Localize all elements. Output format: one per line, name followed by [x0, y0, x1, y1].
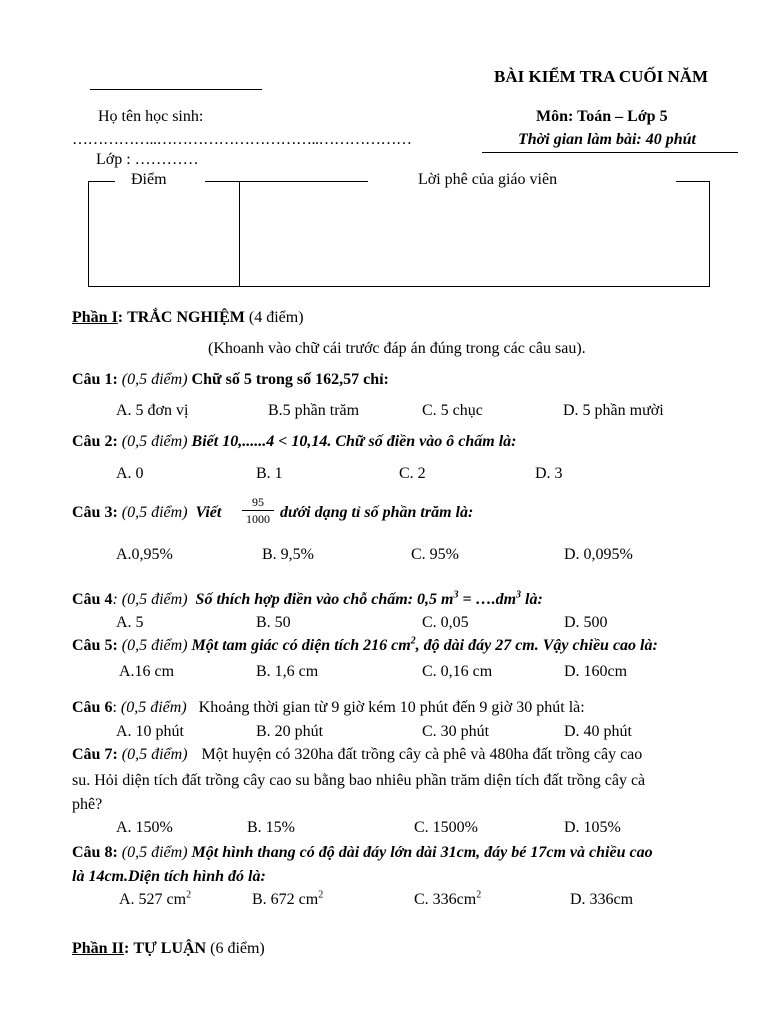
question-colon: : [112, 699, 117, 716]
duration-label: Thời gian làm bài: 40 phút [518, 131, 696, 148]
class-label: Lớp : ………… [96, 151, 199, 168]
score-box-top-right [676, 181, 710, 182]
question-text: Khoảng thời gian từ 9 giờ kém 10 phút đến 9 giờ 30 phút là: [198, 699, 585, 716]
part1-label: Phần I [72, 309, 118, 326]
question-8-line2: là 14cm.Diện tích hình đó là: [72, 868, 266, 885]
question-7-line2: su. Hỏi diện tích đất trồng cây cao su bằng bao nhiêu phần trăm diện tích đất trồng cây cà [72, 772, 646, 789]
q1-option-c[interactable]: C. 5 chục [422, 402, 483, 419]
question-number: Câu 1: [72, 371, 118, 388]
q6-option-c[interactable]: C. 30 phút [422, 723, 490, 740]
score-box-left [88, 181, 89, 287]
question-text-after: dưới dạng tỉ số phần trăm là: [280, 504, 474, 521]
q8-option-b[interactable]: B. 672 $cm^2$ [252, 889, 324, 908]
q5-option-d[interactable]: D. 160cm [564, 663, 628, 680]
q8-option-a[interactable]: A. 527 $cm^2$ [119, 889, 192, 908]
duration-underline [482, 152, 738, 153]
question-points: (0,5 điểm) [120, 699, 187, 716]
question-8 [72, 844, 653, 862]
question-6 [72, 699, 585, 717]
q8-option-d[interactable]: D. 336cm [570, 891, 634, 908]
fraction-95-1000 [242, 495, 274, 526]
question-5 [72, 637, 658, 655]
q8-option-c[interactable]: C. $336cm^2$ [414, 889, 482, 908]
question-points: (0,5 điểm) [121, 504, 188, 521]
score-box-top-mid [205, 181, 368, 182]
part1-instruction: (Khoanh vào chữ cái trước đáp án đúng trong các câu sau). [208, 340, 586, 357]
subject-label: Môn: Toán – Lớp 5 [536, 108, 668, 125]
q1-option-b[interactable]: B.5 phần trăm [268, 402, 360, 419]
q7-option-c[interactable]: C. 1500% [414, 819, 478, 836]
q6-option-a[interactable]: A. 10 phút [116, 723, 184, 740]
score-box-divider [239, 181, 240, 287]
question-number: Câu 6 [72, 699, 113, 716]
fraction-numerator: 95 [252, 495, 264, 509]
q1-option-a[interactable]: A. 5 đơn vị [116, 402, 189, 419]
part2-label: Phần II [72, 940, 125, 957]
q6-option-b[interactable]: B. 20 phút [256, 723, 324, 740]
part2-colon: : [124, 940, 130, 957]
question-number: Câu 5: [72, 637, 118, 654]
part2-title: TỰ LUẬN [133, 940, 207, 957]
student-name-label: Họ tên học sinh: [98, 108, 204, 125]
q2-option-b[interactable]: B. 1 [256, 465, 283, 482]
q4-option-b[interactable]: B. 50 [256, 614, 291, 631]
student-name-dots: ……………..…………………………..……………… [72, 131, 412, 148]
question-text: Chữ số 5 trong số 162,57 chỉ: [191, 371, 389, 388]
question-number: Câu 4 [72, 591, 113, 608]
teacher-comment-label: Lời phê của giáo viên [418, 171, 558, 188]
q3-option-b[interactable]: B. 9,5% [262, 546, 314, 563]
score-box-bottom [88, 286, 710, 287]
question-points: (0,5 điểm) [121, 844, 188, 861]
q7-option-d[interactable]: D. 105% [564, 819, 621, 836]
question-points: : (0,5 điểm) [112, 591, 188, 608]
question-4 [72, 591, 543, 609]
question-text-before: Viết [195, 504, 222, 521]
q4-option-a[interactable]: A. 5 [116, 614, 144, 631]
fraction-bar [242, 510, 274, 511]
score-box-right [709, 181, 710, 287]
question-number: Câu 8: [72, 844, 118, 861]
q1-option-d[interactable]: D. 5 phần mười [563, 402, 664, 419]
q7-option-a[interactable]: A. 150% [116, 819, 173, 836]
question-2 [72, 433, 516, 451]
part1-title: TRẮC NGHIỆM [127, 309, 245, 326]
q3-option-a[interactable]: A.0,95% [116, 546, 173, 563]
part1-points: (4 điểm) [248, 309, 304, 326]
q2-option-c[interactable]: C. 2 [399, 465, 426, 482]
q2-option-d[interactable]: D. 3 [535, 465, 563, 482]
q5-option-c[interactable]: C. 0,16 cm [422, 663, 493, 680]
score-box-top-left [88, 181, 115, 182]
question-text-line1: Một hình thang có độ dài đáy lớn dài 31cm, đáy bé 17cm và chiều cao [191, 844, 653, 861]
q5-option-b[interactable]: B. 1,6 cm [256, 663, 319, 680]
part2-heading [72, 940, 265, 958]
exam-title: BÀI KIỂM TRA CUỐI NĂM [494, 67, 709, 86]
question-points: (0,5 điểm) [121, 746, 188, 763]
score-label: Điểm [131, 171, 167, 188]
question-7-line3: phê? [72, 796, 103, 813]
question-text: Một tam giác có diện tích 216 $cm^2$, độ dài đáy 27 cm. Vậy chiều cao là: [191, 635, 658, 654]
q3-option-d[interactable]: D. 0,095% [564, 546, 633, 563]
q2-option-a[interactable]: A. 0 [116, 465, 144, 482]
q6-option-d[interactable]: D. 40 phút [564, 723, 632, 740]
question-text: Biết 10,......4 < 10,14. Chữ số điền vào ô chấm là: [191, 433, 517, 450]
question-points: (0,5 điểm) [121, 637, 188, 654]
question-3 [72, 504, 221, 522]
question-text-line1: Một huyện có 320ha đất trồng cây cà phê và 480ha đất trồng cây cao [201, 746, 643, 763]
part1-heading [72, 309, 304, 327]
q7-option-b[interactable]: B. 15% [247, 819, 295, 836]
question-text: Số thích hợp điền vào chỗ chấm: 0,5 $m^3$ = $\dots.dm^3$ là: [195, 589, 543, 608]
question-number: Câu 2: [72, 433, 118, 450]
question-1 [72, 371, 389, 389]
school-name-line [90, 89, 262, 90]
fraction-denominator: 1000 [246, 512, 270, 526]
part2-points: (6 điểm) [210, 940, 265, 957]
question-number: Câu 7: [72, 746, 118, 763]
q3-option-c[interactable]: C. 95% [411, 546, 459, 563]
question-points: (0,5 điểm) [121, 371, 188, 388]
q4-option-d[interactable]: D. 500 [564, 614, 608, 631]
part1-colon: : [117, 309, 124, 326]
question-points: (0,5 điểm) [121, 433, 188, 450]
q4-option-c[interactable]: C. 0,05 [422, 614, 469, 631]
q5-option-a[interactable]: A.16 cm [119, 663, 175, 680]
question-number: Câu 3: [72, 504, 118, 521]
question-7 [72, 746, 642, 764]
